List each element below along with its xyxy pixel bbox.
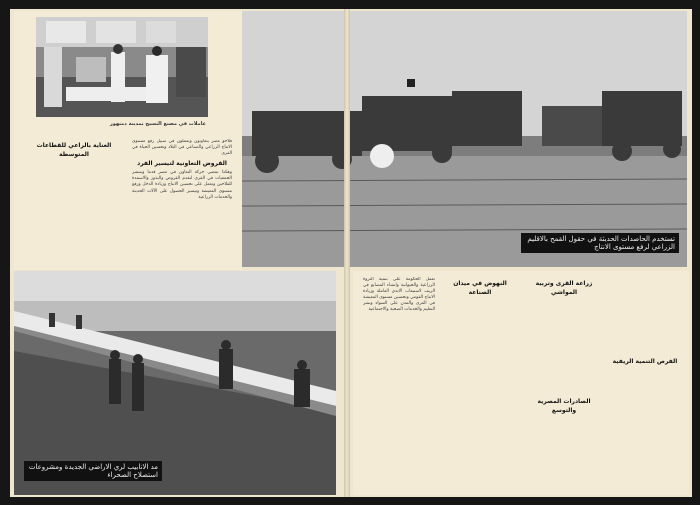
col-1 (363, 277, 435, 489)
col-2 (441, 277, 519, 489)
top-left-caption: عاملات في مصنع النسيج بمدينة دمنهور (109, 121, 206, 127)
heading-rural: الفرص التنمية الريفية (612, 358, 678, 365)
col1-text: تعمل الحكومة على تنمية الثروة الزراعية والحيوانية وانشاء المصانع في الريف لاستيعاب الايدي العاملة وزيادة الانتاج القومي وتحسين مستوى المعيشة في القرى والمدن على السواء ونشر التعليم والخدمات الصحية والاجتماعية (363, 277, 435, 313)
harvest-caption: تستخدم الحاصدات الحديثة في حقول القمح بالاقليم الزراعي لرفع مستوى الانتاج (521, 233, 679, 253)
heading-village-cattle: زراعة القرى وتربية المواشي (535, 280, 593, 296)
col-4 (609, 277, 681, 489)
intro-text: فلاحو مصر يتعاونون ويعملون في سبيل رفع مستوى الانتاج الزراعي والصناعي في البلاد وتحسين الحياة في القرى (132, 139, 232, 157)
harvest-photo (242, 11, 687, 267)
heading-industry: النهوض في ميدان الصناعة (453, 280, 507, 296)
heading-exports: الصادرات المصرية والتوسع (537, 398, 591, 414)
bottom-right-page (353, 271, 689, 495)
col-3 (525, 277, 603, 489)
top-left-column-left (24, 139, 124, 267)
magazine-spread (10, 9, 692, 497)
pipeline-caption: مد الانابيب لري الاراضي الجديدة ومشروعات استصلاح الصحراء (24, 461, 162, 481)
body-text: وهكذا تمضي حركة التعاون في مصر قدما وتنتشر الجمعيات في القرى لتقدم القروض والبذور والاسمدة للفلاحين وتعمل على تحسين الانتاج وزيادة الدخل ورفع مستوى المعيشة وتيسير الحصول على الآلات الحديثة والخدمات الزراعية (132, 170, 232, 200)
textile-factory-photo (36, 17, 208, 117)
heading-cooperative-loans: القروض التعاونية لتيسير الفرد (137, 160, 227, 168)
top-left-page (14, 11, 242, 270)
heading-medium-sectors: العناية بالراعي للقطاعات المتوسطة (36, 142, 112, 158)
pipeline-photo (14, 271, 336, 495)
page-fold (344, 9, 350, 497)
top-left-column-right (132, 139, 232, 267)
